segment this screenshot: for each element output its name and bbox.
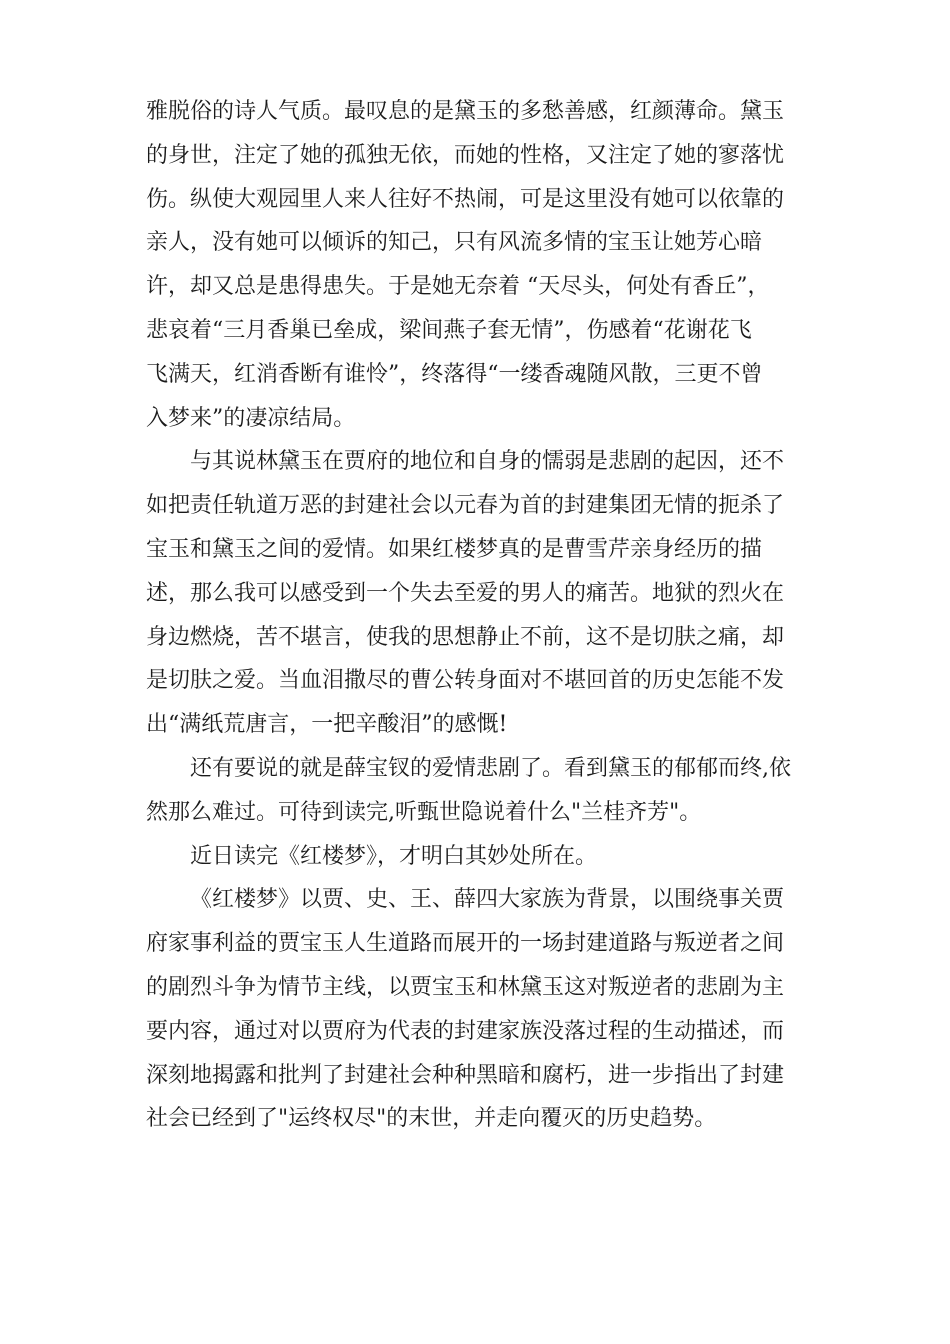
- text-line: 许，却又总是患得患失。于是她无奈着 “天尽头，何处有香丘”，: [146, 274, 770, 300]
- text-line: 与其说林黛玉在贾府的地位和自身的懦弱是悲剧的起因，还不: [190, 449, 785, 475]
- document-body: [146, 90, 806, 1141]
- text-line: 社会已经到了"运终权尽"的末世，并走向覆灭的历史趋势。: [146, 1106, 717, 1132]
- text-line: 身边燃烧，苦不堪言，使我的思想静止不前，这不是切肤之痛，却: [146, 624, 785, 650]
- text-line: 述，那么我可以感受到一个失去至爱的男人的痛苦。地狱的烈火在: [146, 580, 785, 606]
- text-line: 宝玉和黛玉之间的爱情。如果红楼梦真的是曹雪芹亲身经历的描: [146, 536, 763, 562]
- text-line: 《红楼梦》以贾、史、王、薛四大家族为背景，以围绕事关贾: [190, 887, 785, 913]
- text-line: 要内容，通过对以贾府为代表的封建家族没落过程的生动描述，而: [146, 1018, 785, 1044]
- text-line: 伤。纵使大观园里人来人往好不热闹，可是这里没有她可以依靠的: [146, 186, 785, 212]
- text-line: 入梦来”的凄凉结局。: [146, 405, 356, 431]
- text-line: 是切肤之爱。当血泪撒尽的曹公转身面对不堪回首的历史怎能不发: [146, 668, 785, 694]
- text-line: 然那么难过。可待到读完,听甄世隐说着什么"兰桂齐芳"。: [146, 799, 702, 825]
- text-line: 深刻地揭露和批判了封建社会种种黑暗和腐朽，进一步指出了封建: [146, 1062, 785, 1088]
- text-line: 飞满天，红消香断有谁怜”，终落得“一缕香魂随风散，三更不曾: [146, 361, 763, 387]
- text-line: 悲哀着“三月香巢已垒成，梁间燕子套无情”，伤感着“花谢花飞: [146, 317, 752, 343]
- text-line: 亲人，没有她可以倾诉的知己，只有风流多情的宝玉让她芳心暗: [146, 230, 763, 256]
- text-line: 如把责任轨道万恶的封建社会以元春为首的封建集团无情的扼杀了: [146, 493, 785, 519]
- text-line: 府家事利益的贾宝玉人生道路而展开的一场封建道路与叛逆者之间: [146, 931, 785, 957]
- text-line: 的剧烈斗争为情节主线，以贾宝玉和林黛玉这对叛逆者的悲剧为主: [146, 974, 785, 1000]
- text-line: 近日读完《红楼梦》，才明白其妙处所在。: [190, 843, 598, 869]
- text-line: 雅脱俗的诗人气质。最叹息的是黛玉的多愁善感，红颜薄命。黛玉: [146, 99, 785, 124]
- text-line: 的身世，注定了她的孤独无依，而她的性格，又注定了她的寥落忧: [146, 142, 785, 168]
- text-line: 还有要说的就是薛宝钗的爱情悲剧了。看到黛玉的郁郁而终,依: [190, 755, 791, 781]
- text-line: 出“满纸荒唐言，一把辛酸泪”的感慨!: [146, 712, 508, 738]
